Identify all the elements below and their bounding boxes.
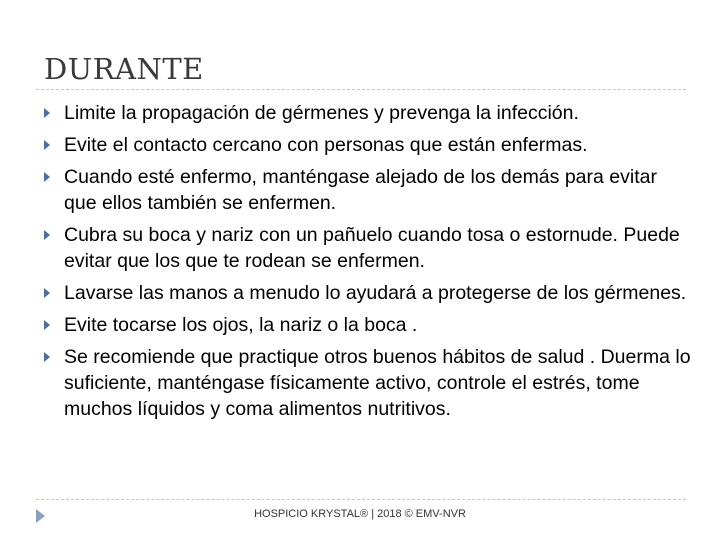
bullet-item — [43, 132, 693, 158]
bullet-item — [43, 312, 693, 338]
bullet-item — [43, 280, 693, 306]
bullet-text: Se recomiende que practique otros buenos hábitos de salud . Duerma lo suficiente, manténgase físicamente activo, controle el estrés, tome muchos líquidos y coma alimentos nutritivos. — [64, 346, 691, 420]
footer-divider — [36, 499, 686, 500]
bullet-text: Evite tocarse los ojos, la nariz o la boca . — [64, 314, 418, 336]
triangle-bullet-icon — [44, 108, 50, 118]
triangle-bullet-icon — [44, 288, 50, 298]
triangle-bullet-icon — [44, 172, 50, 182]
slide-title: DURANTE — [44, 52, 204, 86]
triangle-bullet-icon — [44, 320, 50, 330]
triangle-bullet-icon — [44, 230, 50, 240]
bullet-item — [43, 222, 693, 274]
bullet-item — [43, 100, 693, 126]
bullet-text: Evite el contacto cercano con personas que están enfermas. — [64, 134, 588, 156]
bullet-item — [43, 164, 693, 216]
bullet-list — [43, 100, 693, 428]
bullet-text: Cubra su boca y nariz con un pañuelo cuando tosa o estornude. Puede evitar que los que te rodean se enfermen. — [64, 224, 680, 272]
bullet-text: Limite la propagación de gérmenes y prevenga la infección. — [64, 102, 579, 124]
bullet-text: Cuando esté enfermo, manténgase alejado de los demás para evitar que ellos también se enfermen. — [64, 166, 657, 214]
footer-text: HOSPICIO KRYSTAL® | 2018 © EMV-NVR — [254, 508, 466, 520]
bullet-text: Lavarse las manos a menudo lo ayudará a protegerse de los gérmenes. — [64, 282, 687, 304]
title-divider — [36, 89, 686, 90]
triangle-bullet-icon — [44, 352, 50, 362]
bullet-item — [43, 344, 693, 422]
triangle-bullet-icon — [44, 140, 50, 150]
